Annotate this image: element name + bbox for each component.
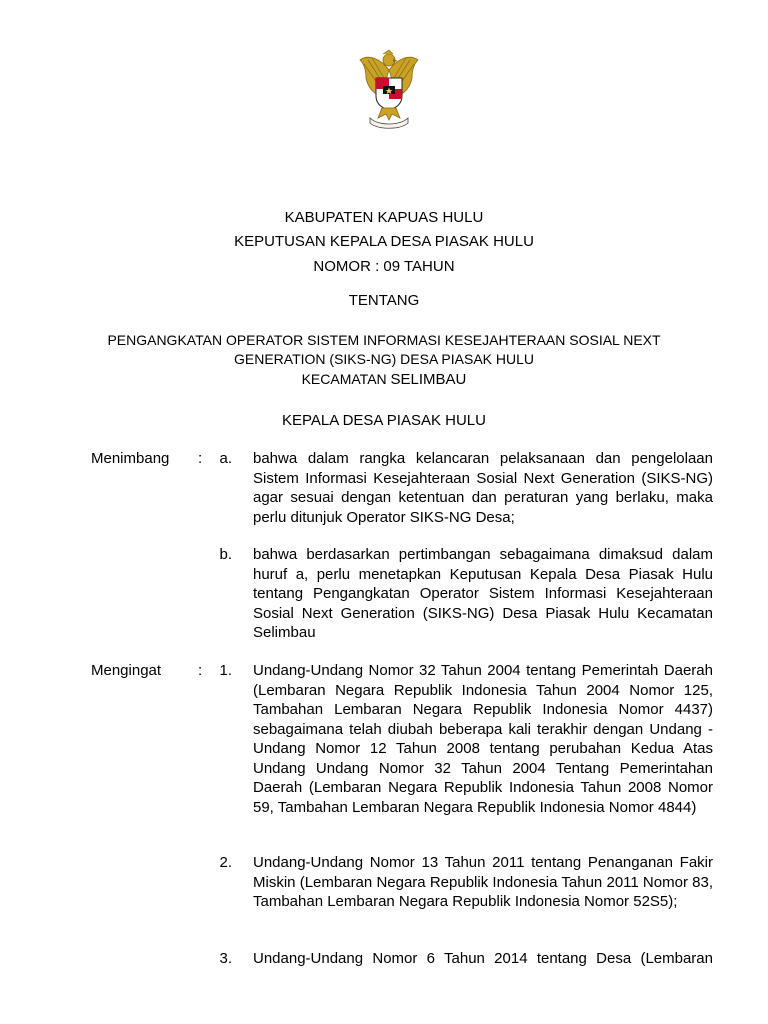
list-item-text: bahwa berdasarkan pertimbangan sebagaimana dimaksud dalam huruf a, perlu menetapkan Keputusan Kepala Desa Piasak Hulu tentang Pengangkatan Operator Sistem Informasi Kesejahteraan Sosial Next Generation (SIKS-NG) Desa Piasak Hulu Kecamatan Selimbau bbox=[253, 546, 713, 641]
list-item-text: Undang-Undang Nomor 32 Tahun 2004 tentang Pemerintah Daerah (Lembaran Negara Republik Indonesia Tahun 2004 Nomor 125, Tambahan Lembaran Negara Republik Indonesia Nomor 4437) sebagaimana telah diubah beberapa kali terakhir dengan Undang -Undang Nomor 12 Tahun 2008 tentang perubahan Kedua Atas Undang Undang Nomor 32 Tahun 2004 Tentang Pemerintahan Daerah (Lembaran Negara Republik Indonesia Tahun 2008 Nomor 59, Tambahan Lembaran Negara Republik Indonesia Nomor 4844) bbox=[253, 662, 713, 816]
list-item-marker: 1. bbox=[219, 662, 232, 679]
mengingat-label: Mengingat bbox=[91, 662, 162, 679]
garuda-emblem-icon bbox=[356, 48, 422, 130]
list-item-marker: 3. bbox=[219, 950, 232, 967]
tentang-heading: TENTANG bbox=[348, 292, 420, 309]
subject-line-2: GENERATION (SIKS-NG) DESA PIASAK HULU bbox=[233, 351, 535, 367]
subject-line-3: KECAMATAN SELIMBAU bbox=[301, 371, 467, 388]
subject-line-1: PENGANGKATAN OPERATOR SISTEM INFORMASI KESEJAHTERAAN SOSIAL NEXT bbox=[107, 332, 661, 348]
list-item-text: Undang-Undang Nomor 6 Tahun 2014 tentang Desa (Lembaran bbox=[253, 950, 713, 967]
menimbang-colon: : bbox=[198, 450, 203, 467]
decree-number: NOMOR : 09 TAHUN bbox=[313, 258, 455, 275]
list-item-marker: b. bbox=[219, 546, 232, 563]
mengingat-colon: : bbox=[198, 662, 203, 679]
decree-title: KEPUTUSAN KEPALA DESA PIASAK HULU bbox=[234, 233, 534, 250]
list-item-text: Undang-Undang Nomor 13 Tahun 2011 tentang Penanganan Fakir Miskin (Lembaran Negara Republik Indonesia Tahun 2011 Nomor 83, Tambahan Lembaran Negara Republik Indonesia Nomor 52S5); bbox=[253, 854, 713, 910]
menimbang-label: Menimbang bbox=[91, 450, 170, 467]
signatory-heading: KEPALA DESA PIASAK HULU bbox=[282, 412, 486, 429]
regency-title: KABUPATEN KAPUAS HULU bbox=[284, 209, 484, 226]
list-item-marker: 2. bbox=[219, 854, 232, 871]
list-item-text: bahwa dalam rangka kelancaran pelaksanaan dan pengelolaan Sistem Informasi Kesejahteraan Sosial Next Generation (SIKS-NG) agar sesuai dengan ketentuan dan peraturan yang berlaku, maka perlu ditunjuk Operator SIKS-NG Desa; bbox=[253, 450, 713, 526]
list-item-marker: a. bbox=[219, 450, 232, 467]
